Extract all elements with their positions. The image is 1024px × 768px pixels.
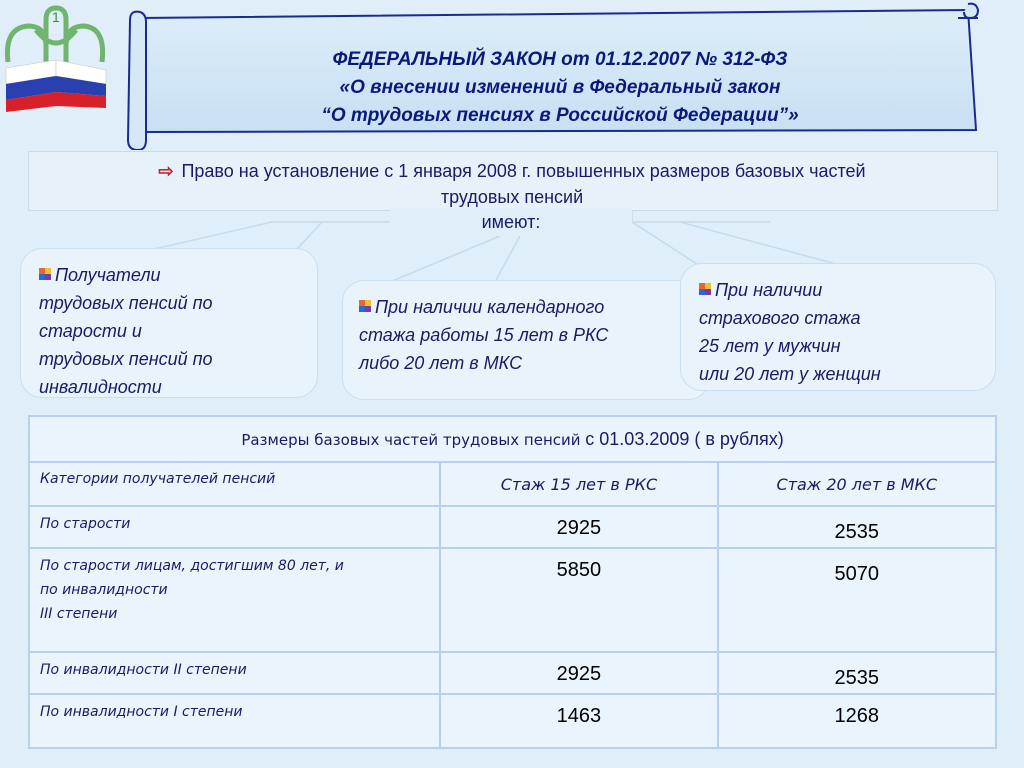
- condition-3-line-3: 25 лет у мужчин: [699, 336, 841, 356]
- table-caption: [29, 416, 996, 462]
- condition-2-line-2: стажа работы 15 лет в РКС: [359, 325, 609, 345]
- row-label: По инвалидности I степени: [29, 694, 440, 748]
- right-statement-line-2: трудовых пенсий: [440, 187, 584, 207]
- table-row: [29, 694, 996, 748]
- condition-2-line-3: либо 20 лет в МКС: [359, 353, 523, 373]
- condition-box-recipients: [20, 248, 318, 398]
- bullet-icon: [359, 300, 371, 312]
- table-row: [29, 652, 996, 694]
- cell-value: 5850: [440, 548, 717, 652]
- cell-value: 2925: [440, 652, 717, 694]
- condition-1-line-3: старости и: [39, 321, 142, 341]
- cell-value: 5070: [718, 548, 996, 652]
- condition-2-line-1: При наличии календарного: [375, 297, 605, 317]
- condition-box-insurance-service: [680, 263, 996, 391]
- condition-1-line-5: инвалидности: [39, 377, 162, 397]
- column-header-category: Категории получателей пенсий: [29, 462, 440, 506]
- arrow-right-icon: ⇨: [158, 161, 174, 181]
- condition-box-calendar-service: [342, 280, 710, 400]
- bullet-icon: [699, 283, 711, 295]
- table-caption-part-1: Размеры базовых частей трудовых пенсий: [241, 430, 586, 449]
- svg-text:1: 1: [52, 9, 60, 25]
- right-statement: [28, 158, 996, 210]
- condition-1-line-2: трудовых пенсий по: [39, 293, 213, 313]
- row-label-line-1: По старости лицам, достигшим 80 лет, и: [40, 558, 344, 574]
- law-title-line-2: «О внесении изменений в Федеральный закон: [339, 77, 781, 98]
- law-title: [150, 46, 970, 130]
- row-label: По старости: [29, 506, 440, 548]
- condition-3-line-1: При наличии: [715, 280, 823, 300]
- cell-value: 1463: [440, 694, 717, 748]
- table-row: [29, 506, 996, 548]
- law-title-line-1: ФЕДЕРАЛЬНЫЙ ЗАКОН от 01.12.2007 № 312-ФЗ: [332, 49, 788, 70]
- law-title-line-3: “О трудовых пенсиях в Российской Федерации”»: [321, 105, 799, 126]
- row-label: [29, 548, 440, 652]
- cell-value: 1268: [718, 694, 996, 748]
- pension-fund-logo: [0, 0, 112, 115]
- cell-value: 2925: [440, 506, 717, 548]
- cell-value: 2535: [718, 652, 996, 694]
- table-row: [29, 548, 996, 652]
- cell-value: 2535: [718, 506, 996, 548]
- have-label: имеют:: [390, 208, 632, 236]
- column-header-15-years: Стаж 15 лет в РКС: [440, 462, 717, 506]
- condition-1-line-4: трудовых пенсий по: [39, 349, 213, 369]
- right-statement-line-1: Право на установление с 1 января 2008 г. повышенных размеров базовых частей: [181, 161, 866, 181]
- row-label-line-2: по инвалидности: [40, 582, 168, 598]
- bullet-icon: [39, 268, 51, 280]
- condition-3-line-2: страхового стажа: [699, 308, 861, 328]
- condition-1-line-1: Получатели: [55, 265, 161, 285]
- table-caption-part-2: с 01.03.2009 ( в рублях): [585, 428, 784, 449]
- row-label: По инвалидности II степени: [29, 652, 440, 694]
- column-header-20-years: Стаж 20 лет в МКС: [718, 462, 996, 506]
- row-label-line-3: III степени: [40, 606, 118, 622]
- condition-3-line-4: или 20 лет у женщин: [699, 364, 881, 384]
- base-pension-table: [28, 415, 997, 749]
